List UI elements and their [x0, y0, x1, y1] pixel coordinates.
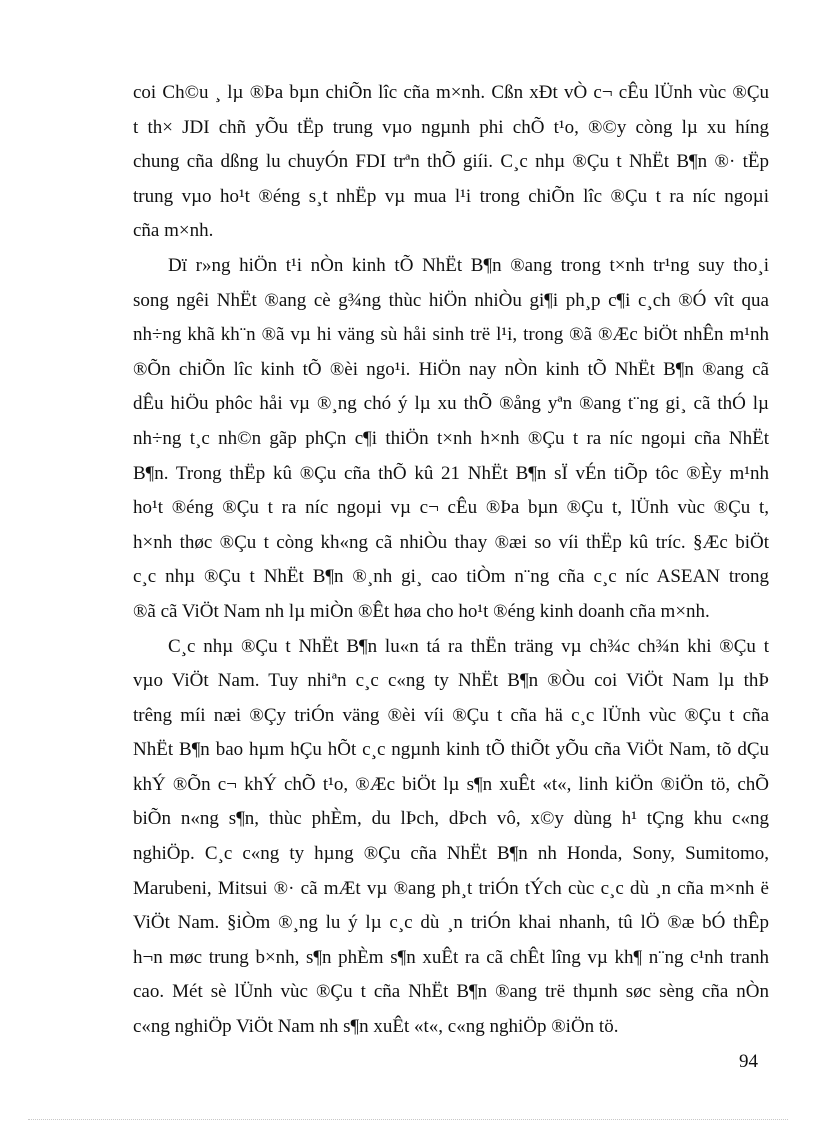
paragraph-start-line: C¸c nhµ ®Çu t NhËt B¶n lu«n tá ra thËn träng vµ ch¾c ch¾n khi ®Çu t	[168, 635, 769, 657]
paragraph-start-line: Dï r»ng hiÖn t¹i nÒn kinh tÕ NhËt B¶n ®ang trong t×nh tr¹ng suy tho¸i	[168, 254, 769, 276]
text-line: c«ng nghiÖp ViÖt Nam nh s¶n xuÊt «t«, c«ng nghiÖp ®iÖn tö.	[133, 1016, 619, 1038]
text-line: nh÷ng t¸c nh©n gãp phÇn c¶i thiÖn t×nh h×nh ®Çu t ra níc ngoµi cña NhËt	[133, 427, 769, 449]
text-line: NhËt B¶n bao hµm hÇu hÕt c¸c ngµnh kinh tÕ thiÕt yÕu cña ViÖt Nam, tõ dÇu	[133, 739, 769, 761]
text-line: khÝ ®Õn c¬ khÝ chÕ t¹o, ®Æc biÖt lµ s¶n xuÊt «t«, linh kiÖn ®iÖn tö, chÕ	[133, 773, 769, 795]
text-line: dÊu hiÖu phôc håi vµ ®¸ng chó ý lµ xu thÕ ®ång yªn ®ang t¨ng gi¸ cã thÓ lµ	[133, 393, 769, 415]
text-line: c¸c nhµ ®Çu t NhËt B¶n ®¸nh gi¸ cao tiÒm n¨ng cña c¸c níc ASEAN trong	[133, 566, 769, 588]
text-line: coi Ch©u ¸ lµ ®Þa bµn chiÕn lîc cña m×nh. Cßn xÐt vÒ c¬ cÊu lÜnh vùc ®Çu	[133, 82, 769, 103]
text-line: trêng míi næi ®Çy triÓn väng ®èi víi ®Çu t cña hä c¸c lÜnh vùc ®Çu t cña	[133, 704, 769, 726]
text-line: nghiÖp. C¸c c«ng ty hµng ®Çu cña NhËt B¶n nh Honda, Sony, Sumitomo,	[133, 843, 769, 865]
text-line: trung vµo ho¹t ®éng s¸t nhËp vµ mua l¹i trong chiÕn lîc ®Çu t ra níc ngoµi	[133, 185, 769, 207]
text-line: ®Õn chiÕn lîc kinh tÕ ®èi ngo¹i. HiÖn nay nÒn kinh tÕ NhËt B¶n ®ang cã	[133, 358, 769, 380]
text-line: cao. Mét sè lÜnh vùc ®Çu t cña NhËt B¶n ®ang trë thµnh søc sèng cña nÒn	[133, 981, 769, 1003]
text-line: song ngêi NhËt ®ang cè g¾ng thùc hiÖn nhiÒu gi¶i ph¸p c¶i c¸ch ®Ó vît qua	[133, 289, 769, 311]
text-line: cña m×nh.	[133, 220, 214, 242]
text-line: biÕn n«ng s¶n, thùc phÈm, du lÞch, dÞch vô, x©y dùng h¹ tÇng khu c«ng	[133, 808, 769, 830]
text-line: Marubeni, Mitsui ®· cã mÆt vµ ®ang ph¸t triÓn tÝch cùc c¸c dù ¸n cña m×nh ë	[133, 877, 769, 899]
text-line: nh÷ng khã kh¨n ®ã vµ hi väng sù håi sinh trë l¹i, trong ®ã ®Æc biÖt nhÊn m¹nh	[133, 324, 769, 346]
text-line: ®ã cã ViÖt Nam nh lµ miÒn ®Êt høa cho ho¹t ®éng kinh doanh cña m×nh.	[133, 600, 710, 622]
text-line: h×nh thøc ®Çu t còng kh«ng cã nhiÒu thay ®æi so víi thËp kû tríc. §Æc biÖt	[133, 531, 769, 553]
text-line: B¶n. Trong thËp kû ®Çu cña thÕ kû 21 NhËt B¶n sÏ vÉn tiÕp tôc ®Èy m¹nh	[133, 462, 769, 484]
page-bottom-divider	[28, 1119, 788, 1120]
text-line: ho¹t ®éng ®Çu t ra níc ngoµi vµ c¬ cÊu ®Þa bµn ®Çu t, lÜnh vùc ®Çu t,	[133, 497, 769, 519]
document-body	[133, 76, 769, 1045]
text-line: ViÖt Nam. §iÒm ®¸ng lu ý lµ c¸c dù ¸n triÓn khai nhanh, tû lÖ ®æ bÓ thÊp	[133, 912, 769, 934]
text-line: vµo ViÖt Nam. Tuy nhiªn c¸c c«ng ty NhËt B¶n ®Òu coi ViÖt Nam lµ thÞ	[133, 670, 769, 692]
text-line: chung cña dßng lu chuyÓn FDI trªn thÕ giíi. C¸c nhµ ®Çu t NhËt B¶n ®· tËp	[133, 151, 769, 173]
page-number: 94	[739, 1051, 758, 1072]
text-line: h¬n møc trung b×nh, s¶n phÈm s¶n xuÊt ra cã chÊt lîng vµ kh¶ n¨ng c¹nh tranh	[133, 946, 769, 968]
text-line: t th× JDI chñ yÕu tËp trung vµo ngµnh phi chÕ t¹o, ®©y còng lµ xu híng	[133, 116, 769, 138]
